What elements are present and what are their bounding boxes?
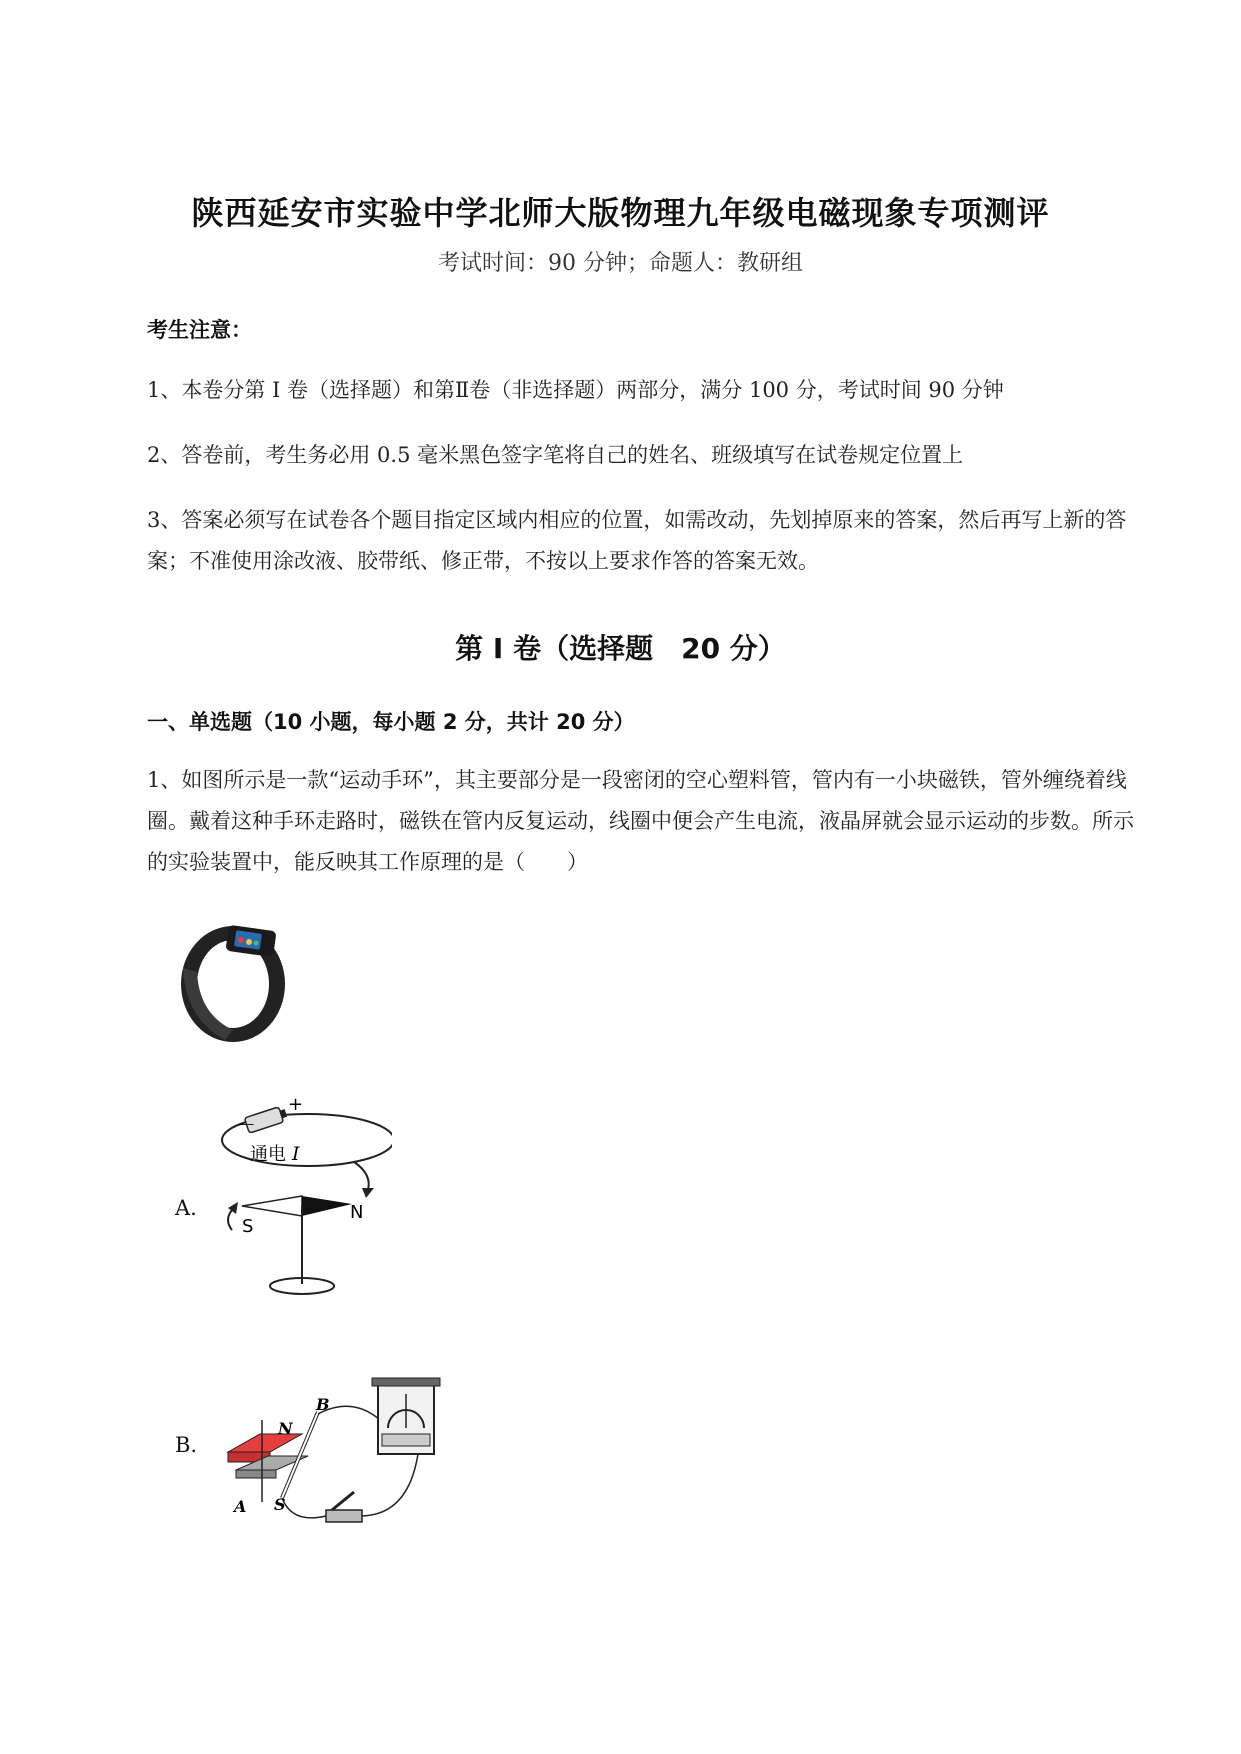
option-a-figure [212,1098,392,1298]
exam-subtitle: 考试时间：90 分钟；命题人：教研组 [438,251,803,276]
option-a-label: A. [175,1196,197,1220]
exam-title: 陕西延安市实验中学北师大版物理九年级电磁现象专项测评 [191,194,1050,232]
battery-plus-label: + [288,1098,304,1115]
magnet-south-label: S [274,1495,286,1514]
notice-heading: 考生注意： [147,318,252,342]
fitness-band-image [175,918,295,1050]
option-b-figure [222,1376,452,1532]
compass-south-label: S [242,1216,254,1237]
section-subheading: 一、单选题（10 小题，每小题 2 分，共计 20 分） [147,710,635,734]
magnet-north-label: N [278,1419,293,1438]
rod-end-b-label: B [316,1395,330,1414]
rod-end-a-label: A [234,1497,247,1516]
notice-item-1: 1、本卷分第 I 卷（选择题）和第Ⅱ卷（非选择题）两部分，满分 100 分，考试时间 90 分钟 [147,378,1004,402]
current-symbol: I [292,1143,300,1165]
current-label: 通电 [250,1144,286,1165]
option-b-label: B. [175,1433,198,1457]
battery-minus-label: － [236,1113,256,1137]
question-1-text: 1、如图所示是一款“运动手环”，其主要部分是一段密闭的空心塑料管，管内有一小块磁铁，管外缠绕着线圈。戴着这种手环走路时，磁铁在管内反复运动，线圈中便会产生电流，液晶屏就会显示运动的步数。所示的实验装置中，能反映其工作原理的是（ ） [147,768,1134,874]
notice-item-2: 2、答卷前，考生务必用 0.5 毫米黑色签字笔将自己的姓名、班级填写在试卷规定位置上 [147,443,964,467]
notice-item-3: 3、答案必须写在试卷各个题目指定区域内相应的位置，如需改动，先划掉原来的答案，然后再写上新的答案；不准使用涂改液、胶带纸、修正带，不按以上要求作答的答案无效。 [147,508,1127,573]
compass-north-label: N [350,1202,364,1223]
section-title: 第 I 卷（选择题 20 分） [455,632,786,665]
